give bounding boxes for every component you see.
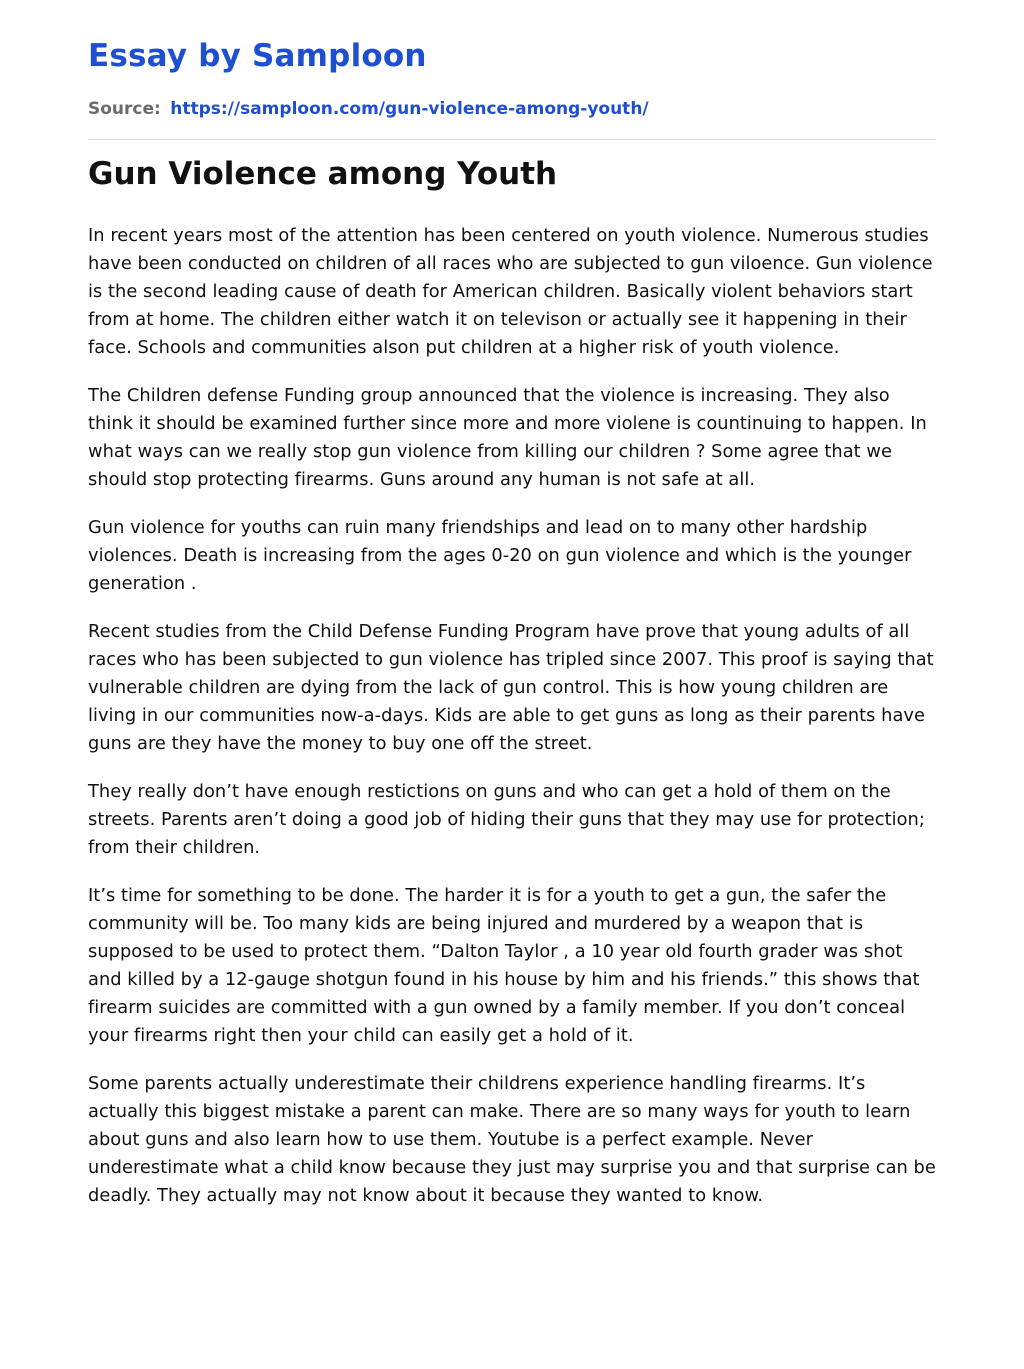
essay-paragraph: It’s time for something to be done. The harder it is for a youth to get a gun, the safer the community will be. Too many kids are being injured and murdered by a weapon that is supposed to be used to protect them. “Dalton Taylor , a 10 year old fourth grader was shot and killed by a 12-gauge shotgun found in his house by him and his friends.” this shows that firearm suicides are committed with a gun owned by a family member. If you don’t conceal your firearms right then your child can easily get a hold of it. xyxy=(88,885,920,1046)
essay-title: Gun Violence among Youth xyxy=(88,156,558,192)
essay-body xyxy=(88,222,938,1210)
essay-paragraph: In recent years most of the attention has been centered on youth violence. Numerous studies have been conducted on children of all races who are subjected to gun viloence. Gun violence is the second leading cause of death for American children. Basically violent behaviors start from at home. The children either watch it on televison or actually see it happening in their face. Schools and communities alson put children at a higher risk of youth violence. xyxy=(88,225,933,358)
essay-paragraph: Recent studies from the Child Defense Funding Program have prove that young adults of all races who has been subjected to gun violence has tripled since 2007. This proof is saying that vulnerable children are dying from the lack of gun control. This is how young children are living in our communities now-a-days. Kids are able to get guns as long as their parents have guns are they have the money to buy one off the street. xyxy=(88,621,934,754)
essay-paragraph: They really don’t have enough restictions on guns and who can get a hold of them on the streets. Parents aren’t doing a good job of hiding their guns that they may use for protection; from their children. xyxy=(88,781,925,858)
essay-paragraph: Some parents actually underestimate their childrens experience handling firearms. It’s actually this biggest mistake a parent can make. There are so many ways for youth to learn about guns and also learn how to use them. Youtube is a perfect example. Never underestimate what a child know because they just may surprise you and that surprise can be deadly. They actually may not know about it because they wanted to know. xyxy=(88,1073,936,1206)
source-label: Source: xyxy=(88,99,161,119)
source-link[interactable]: https://samploon.com/gun-violence-among-youth/ xyxy=(170,99,649,119)
brand-title[interactable]: Essay by Samploon xyxy=(88,38,427,74)
essay-paragraph: Gun violence for youths can ruin many friendships and lead on to many other hardship violences. Death is increasing from the ages 0-20 on gun violence and which is the younger generation . xyxy=(88,517,912,594)
essay-paragraph: The Children defense Funding group announced that the violence is increasing. They also think it should be examined further since more and more violene is countinuing to happen. In what ways can we really stop gun violence from killing our children ? Some agree that we should stop protecting firearms. Guns around any human is not safe at all. xyxy=(88,385,927,490)
header-divider xyxy=(88,139,936,140)
source-line xyxy=(88,97,936,121)
